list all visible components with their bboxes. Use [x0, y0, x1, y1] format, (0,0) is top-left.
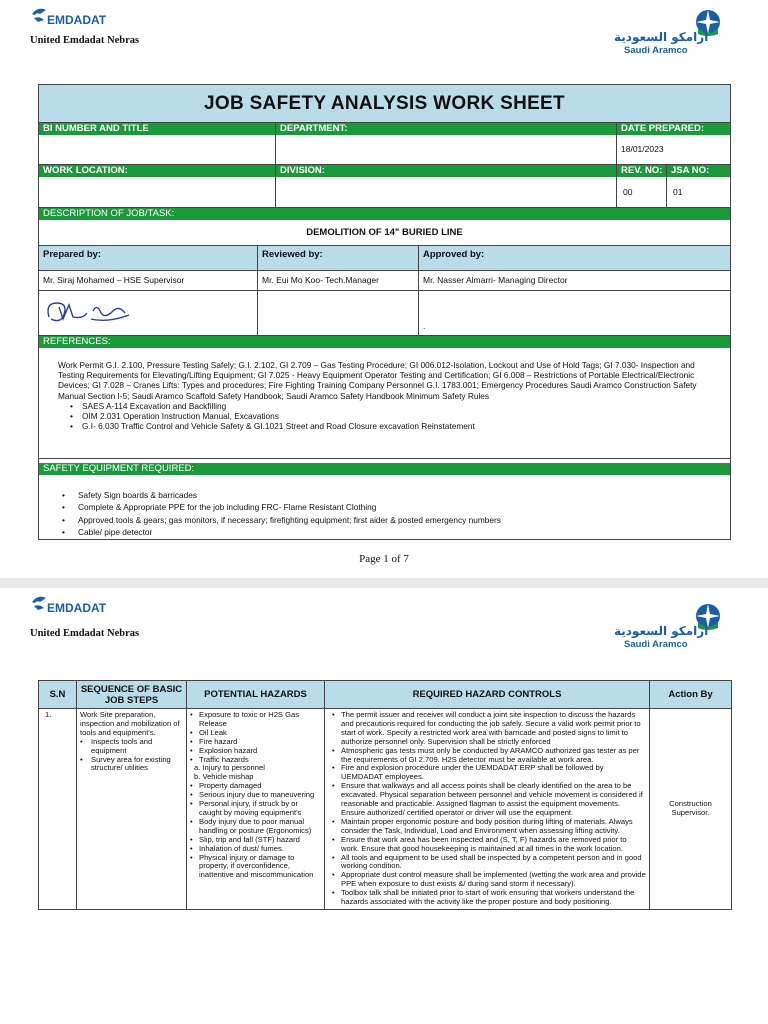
company-name: United Emdadat Nebras [30, 628, 140, 639]
list-item: • Inspects tools and equipment [80, 738, 183, 756]
job-description: DEMOLITION OF 14" BURIED LINE [39, 220, 730, 246]
row-hazards [187, 709, 325, 910]
description-label: DESCRIPTION OF JOB/TASK: [39, 208, 730, 220]
department-value [276, 135, 617, 165]
row-controls [325, 709, 650, 910]
list-item: • Safety Sign boards & barricades [62, 489, 722, 501]
list-item: • G.I- 6.030 Traffic Control and Vehicle Safety & GI.1021 Street and Road Closure excavation Reinstatement [70, 421, 718, 431]
list-item: • Physical injury or damage to property, if overconfidence, inattentive and miscommunication [190, 854, 321, 881]
list-item: • All tools and equipment to be used shall be inspected by a competent person and in good working condition. [332, 854, 646, 872]
brand-logo-text: EMDADAT [47, 601, 107, 615]
work-location-value [39, 177, 276, 208]
traffic-sub-b: b. Vehicle mishap [194, 772, 254, 782]
aramco-arabic-text: أرامكو السعودية [614, 30, 709, 44]
traffic-sub-a: a. Injury to personnel [194, 763, 265, 773]
list-item: • OIM 2.031 Operation Instruction Manual, Excavations [70, 411, 718, 421]
row-sn: 1. [39, 709, 77, 910]
hazard-analysis-table [38, 680, 732, 910]
prepared-by-label: Prepared by: [39, 246, 258, 271]
list-item: • Explosion hazard [190, 747, 321, 756]
list-item: • Appropriate dust control measure shall be implemented (wetting the work area and provide PPE when exposure to dust exists &/ during sand storm if necessary). [332, 871, 646, 889]
list-item: • Fire hazard [190, 738, 321, 747]
aramco-logo [612, 602, 722, 657]
list-item: • Complete & Appropriate PPE for the job including FRC- Flame Resistant Clothing [62, 501, 722, 513]
table-row [39, 709, 732, 910]
list-item: • Ensure that walkways and all access points shall be clearly identified on the area to be excavated. Physical separation between personnel and vehicle movement is considered if reasonable and practicable. Assigned flagman to assist the equipment movements. Ensure authorized/ certified operator or driver will use the equipment. [332, 782, 646, 818]
references-label: REFERENCES: [39, 336, 730, 348]
list-item: • Ensure that work area has been inspected and (S, T, F) hazards are removed prior to work. Ensure that good housekeeping is maintained at all times in the work location. [332, 836, 646, 854]
list-item: • Toolbox talk shall be initiated prior to start of work ensuring that workers understand the hazards associated with the activity like the proper posture and body positioning. [332, 889, 646, 907]
safety-equipment-content [62, 489, 722, 538]
list-item: • Body injury due to poor manual handling or posture (Ergonomics) [190, 818, 321, 836]
controls-header: REQUIRED HAZARD CONTROLS [325, 681, 650, 709]
jsa-worksheet [38, 84, 731, 540]
reviewed-by-signature [258, 291, 419, 336]
list-item: • SAES A-114 Excavation and Backfilling [70, 401, 718, 411]
row-steps [77, 709, 187, 910]
prepared-by-value: Mr. Siraj Mohamed – HSE Supervisor [39, 271, 258, 291]
division-value [276, 177, 617, 208]
hazard-list-2 [190, 782, 321, 880]
list-item: • Inhalation of dust/ fumes. [190, 845, 321, 854]
list-item: • Cable/ pipe detector [62, 526, 722, 538]
jsa-no-value: 01 [667, 177, 730, 208]
list-item: • Traffic hazards [190, 756, 321, 765]
worksheet-title: JOB SAFETY ANALYSIS WORK SHEET [39, 85, 730, 123]
rev-no-value: 00 [617, 177, 667, 208]
approved-by-label: Approved by: [419, 246, 730, 271]
aramco-english-text: Saudi Aramco [624, 639, 688, 650]
approved-by-signature: . [419, 291, 730, 336]
division-label: DIVISION: [276, 165, 617, 177]
bi-number-label: BI NUMBER AND TITLE [39, 123, 276, 135]
list-item: • Atmospheric gas tests must only be conducted by ARAMCO authorized gas tester as per the requirements of GI 2.709. H2S detector must be available at work area. [332, 747, 646, 765]
references-list [70, 401, 718, 432]
list-item: • The permit issuer and receiver will conduct a joint site inspection to discuss the hazards and precautions required for conducting the job safely. Secure a valid work permit prior to start of work. Specify a restricted work area with barricade and posted signs to limit to authorize personnel only. Supervision shall be strictly enforced [332, 711, 646, 747]
list-item: • Exposure to toxic or H2S Gas Release [190, 711, 321, 729]
page-number: Page 1 of 7 [359, 553, 409, 565]
page-separator [0, 578, 768, 588]
list-item: • Slip, trip and fall (STF) hazard [190, 836, 321, 845]
list-item: • Personal injury, if struck by or caught by moving equipment's [190, 800, 321, 818]
emdadat-logo-icon [30, 6, 110, 28]
aramco-logo [612, 8, 722, 63]
list-item: • Property damaged [190, 782, 321, 791]
date-prepared-value: 18/01/2023 [617, 135, 730, 165]
row-action-by: Construction Supervisor. [650, 709, 732, 910]
company-name: United Emdadat Nebras [30, 35, 140, 46]
emdadat-logo [30, 6, 110, 33]
page-2 [0, 588, 768, 1024]
jsa-no-label: JSA NO: [667, 165, 730, 177]
safety-equipment-list [62, 489, 722, 538]
approved-by-value: Mr. Nasser Almarri- Managing Director [419, 271, 730, 291]
step-sub-list [80, 738, 183, 774]
references-content [58, 360, 718, 431]
list-item: • Approved tools & gears; gas monitors, if necessary; firefighting equipment; first aider & posted emergency numbers [62, 514, 722, 526]
rev-no-label: REV. NO: [617, 165, 667, 177]
safety-equipment-label: SAFETY EQUIPMENT REQUIRED: [39, 463, 730, 475]
date-prepared-label: DATE PREPARED: [617, 123, 730, 135]
emdadat-logo-icon [30, 594, 110, 616]
list-item: • Serious injury due to maneuvering [190, 791, 321, 800]
steps-header: SEQUENCE OF BASIC JOB STEPS [77, 681, 187, 709]
list-item: • Maintain proper ergonomic posture and body position during lifting of materials. Always consider the Task, Individual, Load and Environment when assessing lifting activity. [332, 818, 646, 836]
hazard-list [190, 711, 321, 764]
bi-number-value [39, 135, 276, 165]
reviewed-by-label: Reviewed by: [258, 246, 419, 271]
reviewed-by-value: Mr. Eui Mo Koo- Tech.Manager [258, 271, 419, 291]
sn-header: S.N [39, 681, 77, 709]
brand-logo-text: EMDADAT [47, 13, 107, 27]
signature-icon [43, 295, 133, 327]
control-list [328, 711, 646, 907]
list-item: • Fire and explosion procedure under the UEMDADAT ERP shall be followed by UEMDADAT employees. [332, 764, 646, 782]
list-item: • Survey area for existing structure/ utilities [80, 756, 183, 774]
hazards-header: POTENTIAL HAZARDS [187, 681, 325, 709]
table-header-row [39, 681, 732, 709]
aramco-arabic-text: أرامكو السعودية [614, 624, 709, 638]
department-label: DEPARTMENT: [276, 123, 617, 135]
emdadat-logo [30, 594, 110, 621]
step-main: Work Site preparation, inspection and mobilization of tools and equipment's. [80, 710, 180, 737]
references-text: Work Permit G.I. 2.100, Pressure Testing Safely; G.I. 2.102, GI 2.709 – Gas Testing Procedure; GI 006.012-Isolation, Lockout and Use of Hold Tags; GI 7.030- Inspection and Testing Requirements for Elevating/Lifting Equipment; GI 7.025 - Heavy Equipment Operator Testing and Certification; GI 6.008 – Restrictions of Portable Electrical/Electronic Devices; GI 7.028 – Cranes Lifts: Types and procedures; Fire Fighting Training Company Personnel G.I. 1783.001; Emergency Procedures Saudi Aramco Construction Safety Manual Section I-5; Saudi Aramco Scaffold Safety Handbook; Saudi Aramco Safety Handbook Minimum Safety Rules [58, 360, 697, 401]
action-by-header: Action By [650, 681, 732, 709]
aramco-english-text: Saudi Aramco [624, 45, 688, 56]
work-location-label: WORK LOCATION: [39, 165, 276, 177]
prepared-by-signature [39, 291, 258, 336]
list-item: • Oil Leak [190, 729, 321, 738]
